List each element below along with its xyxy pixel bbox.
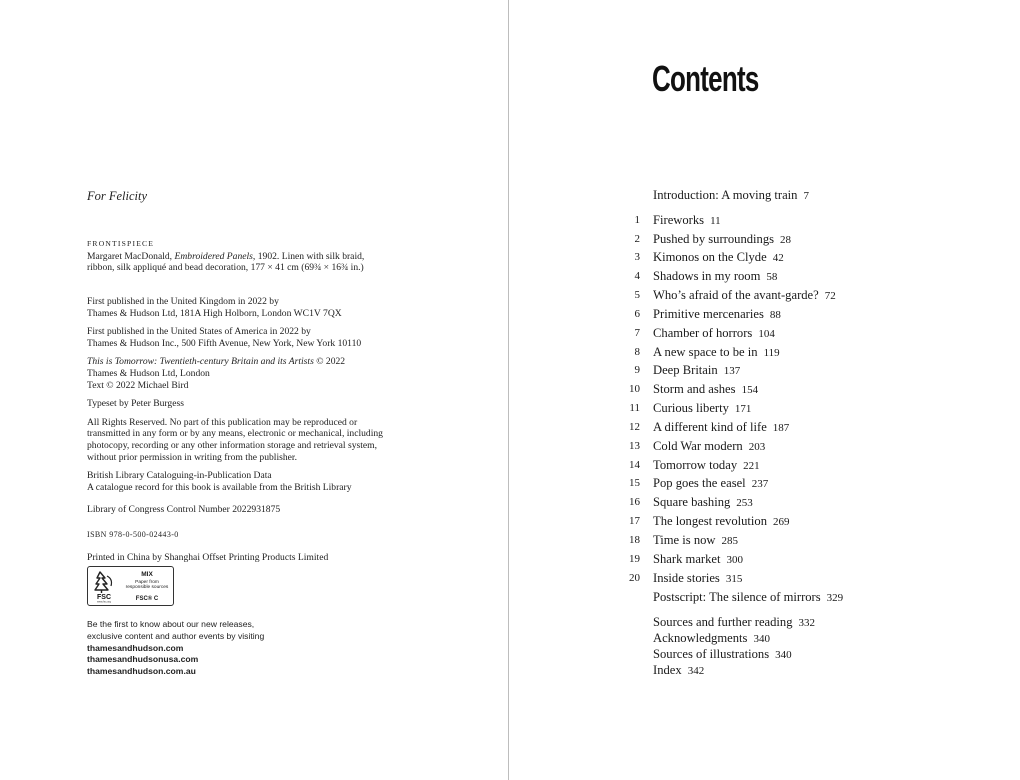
toc-page: 332 <box>798 617 816 629</box>
dedication: For Felicity <box>87 189 148 203</box>
toc-chapter[interactable] <box>510 288 1020 306</box>
toc-title: Inside stories <box>653 571 720 585</box>
toc-page: 7 <box>803 190 809 202</box>
chapter-number: 2 <box>634 233 640 245</box>
toc-chapter[interactable] <box>510 382 1020 400</box>
imprint-line: Thames & Hudson Ltd, 181A High Holborn, London WC1V 7QX <box>87 307 342 319</box>
toc-page: 203 <box>748 441 766 453</box>
imprint-line: First published in the United States of America in 2022 by <box>87 326 311 338</box>
chapter-number: 18 <box>629 534 640 546</box>
frontispiece-caption <box>87 238 417 274</box>
toc-page: 137 <box>723 365 741 377</box>
toc-page: 171 <box>734 403 752 415</box>
toc-title: Kimonos on the Clyde <box>653 250 767 264</box>
toc-page: 42 <box>772 252 784 264</box>
toc-page: 88 <box>769 309 781 321</box>
toc-page: 285 <box>721 535 739 547</box>
toc-chapter[interactable] <box>510 476 1020 494</box>
toc-title: Sources and further reading <box>653 615 793 629</box>
toc-chapter[interactable] <box>510 345 1020 363</box>
toc-title: Cold War modern <box>653 439 743 453</box>
fsc-tree-icon <box>91 570 119 603</box>
chapter-number: 15 <box>629 477 640 489</box>
toc-page: 58 <box>766 271 778 283</box>
imprint-line: transmitted in any form or by any means, electronic or mechanical, including <box>87 428 383 440</box>
toc-postscript[interactable] <box>510 590 1020 608</box>
toc-title: A new space to be in <box>653 345 758 359</box>
isbn: ISBN 978-0-500-02443-0 <box>87 529 179 539</box>
toc-backmatter[interactable] <box>510 663 1020 681</box>
chapter-number: 3 <box>634 251 640 263</box>
promo-text <box>87 619 264 678</box>
chapter-number: 9 <box>634 364 640 376</box>
promo-line: Be the first to know about our new releases, <box>87 619 255 629</box>
toc-page: 340 <box>753 633 770 645</box>
toc-chapter[interactable] <box>510 213 1020 231</box>
toc-chapter[interactable] <box>510 439 1020 457</box>
toc-title: Shadows in my room <box>653 269 761 283</box>
chapter-number: 5 <box>634 289 640 301</box>
toc-chapter[interactable] <box>510 232 1020 250</box>
imprint-line: Thames & Hudson Inc., 500 Fifth Avenue, New York, New York 10110 <box>87 337 362 349</box>
toc-page: 237 <box>751 478 769 490</box>
toc-title: Fireworks <box>653 213 705 227</box>
caption-artist: Margaret MacDonald, <box>87 250 173 262</box>
promo-line: exclusive content and author events by visiting <box>87 630 265 641</box>
typeset-credit: Typeset by Peter Burgess <box>87 398 184 410</box>
frontispiece-label: FRONTISPIECE <box>87 239 155 248</box>
chapter-number: 1 <box>634 214 640 226</box>
toc-page: 340 <box>775 649 792 661</box>
toc-page: 300 <box>726 554 743 566</box>
toc-page: 72 <box>824 290 836 302</box>
fsc-label <box>87 566 174 606</box>
imprint-line: First published in the United Kingdom in 2022 by <box>87 296 279 307</box>
toc-page: 119 <box>763 347 780 359</box>
imprint-line: All Rights Reserved. No part of this publication may be reproduced or <box>87 416 358 428</box>
copyright-title-line <box>87 356 417 368</box>
fsc-source-line: responsible sources <box>125 585 169 591</box>
toc-title: Storm and ashes <box>653 382 736 396</box>
toc-chapter[interactable] <box>510 552 1020 570</box>
toc-title: Time is now <box>653 533 716 547</box>
caption-work-title: Embroidered Panels <box>174 250 253 262</box>
fsc-source-line: Paper from <box>135 580 159 585</box>
toc-title: Postscript: The silence of mirrors <box>653 590 821 604</box>
chapter-number: 10 <box>629 383 640 395</box>
toc-page: 28 <box>780 234 792 246</box>
imprint-line: without prior permission in writing from the publisher. <box>87 451 297 463</box>
toc-chapter[interactable] <box>510 307 1020 325</box>
imprint-line: Thames & Hudson Ltd, London <box>87 367 210 379</box>
fsc-code: FSC® C <box>135 596 159 602</box>
us-publication <box>87 326 417 349</box>
fsc-source <box>122 580 172 591</box>
imprint-line: Text © 2022 Michael Bird <box>87 379 189 391</box>
toc-title: Who’s afraid of the avant-garde? <box>653 288 819 302</box>
toc-title: Introduction: A moving train <box>653 188 798 202</box>
chapter-number: 17 <box>629 515 640 527</box>
rights-notice <box>87 417 417 463</box>
contents-page <box>510 0 1020 780</box>
toc-chapter[interactable] <box>510 326 1020 344</box>
toc-page: 315 <box>725 573 743 585</box>
chapter-number: 19 <box>629 553 640 565</box>
toc-chapter[interactable] <box>510 514 1020 532</box>
toc-chapter[interactable] <box>510 495 1020 513</box>
toc-chapter[interactable] <box>510 269 1020 287</box>
toc-title: Pop goes the easel <box>653 476 746 490</box>
toc-title: Acknowledgments <box>653 631 748 645</box>
imprint-line: photocopy, recording or any other information storage and retrieval system, <box>87 439 378 451</box>
copyright-page <box>0 0 509 780</box>
toc-chapter[interactable] <box>510 363 1020 381</box>
imprint-line: British Library Cataloguing-in-Publication Data <box>87 470 272 482</box>
toc-chapter[interactable] <box>510 401 1020 419</box>
imprint-blocks <box>87 296 417 570</box>
chapter-number: 11 <box>629 402 640 414</box>
toc-chapter[interactable] <box>510 533 1020 551</box>
toc-title: Curious liberty <box>653 401 729 415</box>
toc-page: 329 <box>826 592 844 604</box>
toc-title: Tomorrow today <box>653 458 738 472</box>
toc-chapter[interactable] <box>510 458 1020 476</box>
cip-data <box>87 470 417 493</box>
chapter-number: 20 <box>629 572 640 584</box>
loc-number: Library of Congress Control Number 2022931875 <box>87 504 281 516</box>
toc-title: Pushed by surroundings <box>653 232 775 246</box>
toc-title: Square bashing <box>653 495 731 509</box>
toc-chapter[interactable] <box>510 250 1020 268</box>
toc-title: Shark market <box>653 552 721 566</box>
toc-page: 154 <box>741 384 759 396</box>
frontispiece-line-1 <box>87 251 417 263</box>
toc-page: 221 <box>743 460 760 472</box>
imprint-line: A catalogue record for this book is available from the British Library <box>87 481 352 493</box>
toc-page: 11 <box>710 215 721 227</box>
toc-page: 342 <box>687 665 705 677</box>
website-link[interactable]: thamesandhudsonusa.com <box>87 654 199 665</box>
toc-title: The longest revolution <box>653 514 768 528</box>
toc-chapter[interactable] <box>510 571 1020 589</box>
toc-title: A different kind of life <box>653 420 767 434</box>
chapter-number: 7 <box>634 327 640 339</box>
fsc-brand: FSC <box>97 594 111 601</box>
toc-title: Primitive mercenaries <box>653 307 764 321</box>
chapter-number: 16 <box>629 496 640 508</box>
toc-intro[interactable] <box>510 188 1020 206</box>
website-link[interactable]: thamesandhudson.com.au <box>87 666 196 677</box>
chapter-number: 14 <box>629 459 640 471</box>
chapter-number: 6 <box>634 308 640 320</box>
toc-page: 269 <box>773 516 790 528</box>
toc-title: Sources of illustrations <box>653 647 770 661</box>
toc-page: 104 <box>758 328 775 340</box>
chapter-number: 4 <box>634 270 640 282</box>
toc-title: Chamber of horrors <box>653 326 753 340</box>
fsc-site: www.fsc.org <box>97 600 111 603</box>
chapter-number: 12 <box>629 421 640 433</box>
toc-title: Index <box>653 663 682 677</box>
chapter-number: 8 <box>634 346 640 358</box>
toc-page: 253 <box>736 497 753 509</box>
printed-in: Printed in China by Shanghai Offset Printing Products Limited <box>87 551 329 563</box>
caption-details: , 1902. Linen with silk braid, <box>252 250 365 262</box>
toc-chapter[interactable] <box>510 420 1020 438</box>
frontispiece-line-2: ribbon, silk appliqué and bead decoration, 177 × 41 cm (69¾ × 16¾ in.) <box>87 262 364 274</box>
uk-publication <box>87 296 417 319</box>
copyright-year: © 2022 <box>313 356 346 368</box>
book-title: This is Tomorrow: Twentieth-century Britain and its Artists <box>87 356 314 368</box>
website-link[interactable]: thamesandhudson.com <box>87 642 184 653</box>
toc-page: 187 <box>772 422 790 434</box>
copyright-notice <box>87 356 417 391</box>
fsc-mix: MIX <box>141 571 153 578</box>
toc-title: Deep Britain <box>653 363 718 377</box>
page-title: Contents <box>652 58 759 99</box>
chapter-number: 13 <box>629 440 640 452</box>
